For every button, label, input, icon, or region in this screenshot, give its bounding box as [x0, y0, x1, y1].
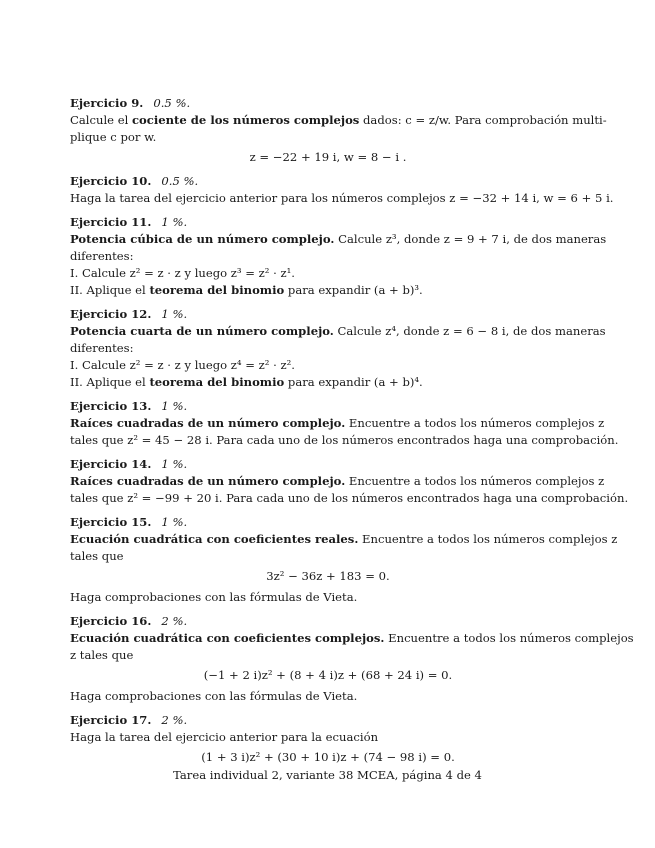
exercise-14: [70, 456, 629, 507]
exercise-header: Ejercicio 9.: [70, 96, 144, 110]
exercise-text: tales que z² = 45 − 28 i. Para cada uno de los números encontrados haga una comprobación.: [70, 433, 619, 447]
exercise-text: tales que z² = −99 + 20 i. Para cada uno de los números encontrados haga una comprobación.: [70, 491, 629, 505]
exercise-header: Ejercicio 11.: [70, 215, 152, 229]
exercise-text: diferentes:: [70, 341, 134, 355]
exercise-header: Ejercicio 13.: [70, 399, 152, 413]
exercise-text: Ecuación cuadrática con coeficientes complejos. Encuentre a todos los números complejos: [70, 631, 634, 645]
exercise-text: I. Calcule z² = z · z y luego z⁴ = z² · z².: [70, 358, 295, 372]
exercise-title: [70, 398, 586, 415]
exercise-text: II. Aplique el teorema del binomio para expandir (a + b)³.: [70, 283, 423, 297]
exercise-header: Ejercicio 10.: [70, 174, 152, 188]
exercise-points: 1 %.: [161, 515, 188, 529]
exercise-text: I. Calcule z² = z · z y luego z³ = z² · z¹.: [70, 266, 295, 280]
emphasis: Ecuación cuadrática con coeficientes reales.: [70, 532, 359, 546]
exercise-title: [70, 712, 586, 729]
equation: (1 + 3 i)z² + (30 + 10 i)z + (74 − 98 i) = 0.: [201, 750, 455, 764]
exercise-16: [70, 613, 634, 705]
exercise-text: Potencia cuarta de un número complejo. Calcule z⁴, donde z = 6 − 8 i, de dos maneras: [70, 324, 606, 338]
page-footer: Tarea individual 2, variante 38 MCEA, página 4 de 4: [173, 768, 482, 782]
exercise-header: Ejercicio 17.: [70, 713, 152, 727]
exercise-10: [70, 173, 614, 207]
exercise-text: Haga la tarea del ejercicio anterior para la ecuación: [70, 730, 379, 744]
exercise-points: 1 %.: [161, 215, 188, 229]
exercise-title: [70, 173, 586, 190]
exercise-points: 1 %.: [161, 457, 188, 471]
exercise-points: 1 %.: [161, 399, 188, 413]
exercise-text: Raíces cuadradas de un número complejo. Encuentre a todos los números complejos z: [70, 474, 605, 488]
exercise-17: [70, 712, 586, 766]
emphasis: cociente de los números complejos: [131, 113, 360, 127]
exercise-title: [70, 514, 586, 531]
exercise-text: plique c por w.: [70, 130, 157, 144]
exercise-points: 2 %.: [161, 713, 188, 727]
exercise-title: [70, 456, 586, 473]
exercise-text: Calcule el cociente de los números complejos dados: c = z/w. Para comprobación multi-: [70, 113, 607, 127]
exercise-points: 2 %.: [161, 614, 188, 628]
exercise-title: [70, 306, 586, 323]
exercise-title: [70, 214, 586, 231]
exercise-text: Haga comprobaciones con las fórmulas de Vieta.: [70, 590, 358, 604]
equation: (−1 + 2 i)z² + (8 + 4 i)z + (68 + 24 i) = 0.: [203, 668, 453, 682]
exercise-13: [70, 398, 619, 449]
exercise-text: tales que: [70, 549, 124, 563]
exercise-points: 1 %.: [161, 307, 188, 321]
exercise-points: 0.5 %.: [153, 96, 191, 110]
emphasis: teorema del binomio: [149, 283, 285, 297]
exercise-text: z tales que: [70, 648, 134, 662]
exercise-text: Potencia cúbica de un número complejo. Calcule z³, donde z = 9 + 7 i, de dos maneras: [70, 232, 607, 246]
exercise-9: [70, 95, 607, 166]
exercise-header: Ejercicio 15.: [70, 515, 152, 529]
exercise-header: Ejercicio 12.: [70, 307, 152, 321]
emphasis: Raíces cuadradas de un número complejo.: [70, 474, 346, 488]
emphasis: Raíces cuadradas de un número complejo.: [70, 416, 346, 430]
exercise-text: Raíces cuadradas de un número complejo. Encuentre a todos los números complejos z: [70, 416, 605, 430]
exercise-points: 0.5 %.: [161, 174, 199, 188]
emphasis: teorema del binomio: [149, 375, 285, 389]
exercise-text: diferentes:: [70, 249, 134, 263]
exercise-12: [70, 306, 606, 391]
exercise-text: Haga la tarea del ejercicio anterior para los números complejos z = −32 + 14 i, w = 6 + 5 i.: [70, 191, 614, 205]
equation: 3z² − 36z + 183 = 0.: [266, 569, 390, 583]
exercise-11: [70, 214, 607, 299]
emphasis: Potencia cuarta de un número complejo.: [70, 324, 334, 338]
exercise-15: [70, 514, 618, 606]
exercise-title: [70, 613, 586, 630]
equation: z = −22 + 19 i, w = 8 − i .: [249, 150, 407, 164]
exercise-text: Haga comprobaciones con las fórmulas de Vieta.: [70, 689, 358, 703]
exercise-header: Ejercicio 16.: [70, 614, 152, 628]
exercise-text: II. Aplique el teorema del binomio para expandir (a + b)⁴.: [70, 375, 423, 389]
exercise-header: Ejercicio 14.: [70, 457, 152, 471]
document-body: [70, 95, 634, 773]
exercise-text: Ecuación cuadrática con coeficientes reales. Encuentre a todos los números complejos z: [70, 532, 618, 546]
emphasis: Potencia cúbica de un número complejo.: [70, 232, 335, 246]
emphasis: Ecuación cuadrática con coeficientes complejos.: [70, 631, 385, 645]
exercise-title: [70, 95, 586, 112]
